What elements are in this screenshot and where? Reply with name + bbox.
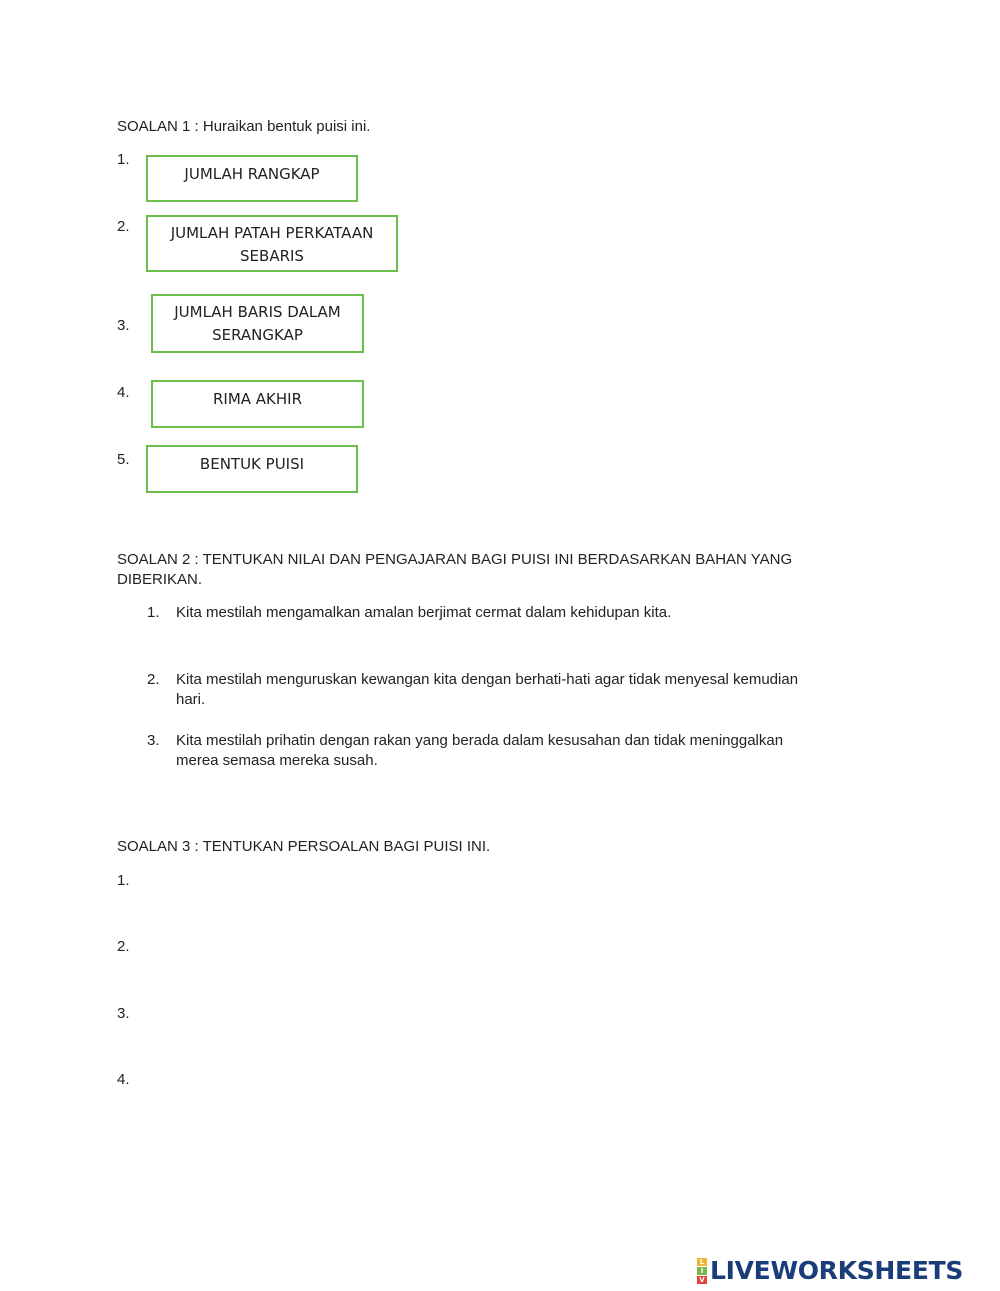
soalan-2-item-1-text: Kita mestilah mengamalkan amalan berjimat cermat dalam kehidupan kita. bbox=[176, 604, 672, 621]
soalan-2-item-3-number: 3. bbox=[147, 732, 160, 749]
soalan-3-title: SOALAN 3 : TENTUKAN PERSOALAN BAGI PUISI INI. bbox=[117, 838, 491, 855]
soalan-1-item-1-number: 1. bbox=[117, 151, 130, 168]
soalan-2-item-1-number: 1. bbox=[147, 604, 160, 621]
logo-block-v: V bbox=[697, 1276, 707, 1284]
liveworksheets-logo bbox=[697, 1257, 963, 1285]
soalan-2-item-3-text-line-2: merea semasa mereka susah. bbox=[176, 752, 378, 769]
soalan-1-item-5-number: 5. bbox=[117, 451, 130, 468]
logo-block-i: I bbox=[697, 1267, 707, 1275]
answer-box-2[interactable] bbox=[146, 215, 398, 272]
answer-box-4[interactable] bbox=[151, 380, 364, 428]
answer-box-5[interactable] bbox=[146, 445, 358, 493]
soalan-1-item-2-number: 2. bbox=[117, 218, 130, 235]
soalan-2-item-3 bbox=[147, 731, 887, 771]
soalan-2-item-2 bbox=[147, 670, 887, 710]
answer-box-4-text: RIMA AKHIR bbox=[212, 390, 303, 408]
soalan-2-title-line-2: DIBERIKAN. bbox=[117, 571, 203, 588]
logo-blocks-icon bbox=[697, 1258, 707, 1284]
soalan-2-item-2-text-line-2: hari. bbox=[176, 691, 206, 708]
soalan-3-item-1-number: 1. bbox=[117, 872, 130, 889]
logo-block-l: L bbox=[697, 1258, 707, 1266]
soalan-2-item-2-number: 2. bbox=[147, 671, 160, 688]
soalan-2-item-3-text-line-1: Kita mestilah prihatin dengan rakan yang berada dalam kesusahan dan tidak meninggalkan bbox=[176, 732, 784, 749]
soalan-3-item-4-number: 4. bbox=[117, 1071, 130, 1088]
soalan-2-title-line-1: SOALAN 2 : TENTUKAN NILAI DAN PENGAJARAN BAGI PUISI INI BERDASARKAN BAHAN YANG bbox=[117, 551, 793, 568]
soalan-1-item-3-number: 3. bbox=[117, 317, 130, 334]
answer-box-3-text: JUMLAH BARIS DALAM SERANGKAP bbox=[174, 303, 341, 344]
soalan-3-item-2-number: 2. bbox=[117, 938, 130, 955]
answer-box-3[interactable] bbox=[151, 294, 364, 353]
answer-box-5-text: BENTUK PUISI bbox=[199, 455, 305, 473]
answer-box-1[interactable] bbox=[146, 155, 358, 202]
answer-box-2-text: JUMLAH PATAH PERKATAAN SEBARIS bbox=[170, 224, 374, 265]
soalan-2-item-2-text-line-1: Kita mestilah menguruskan kewangan kita dengan berhati-hati agar tidak menyesal kemudian bbox=[176, 671, 799, 688]
answer-box-1-text: JUMLAH RANGKAP bbox=[184, 165, 320, 183]
soalan-1-title: SOALAN 1 : Huraikan bentuk puisi ini. bbox=[117, 118, 371, 135]
logo-text: LIVEWORKSHEETS bbox=[710, 1256, 964, 1285]
soalan-2-item-1 bbox=[147, 603, 887, 623]
soalan-1-item-4-number: 4. bbox=[117, 384, 130, 401]
soalan-3-item-3-number: 3. bbox=[117, 1005, 130, 1022]
